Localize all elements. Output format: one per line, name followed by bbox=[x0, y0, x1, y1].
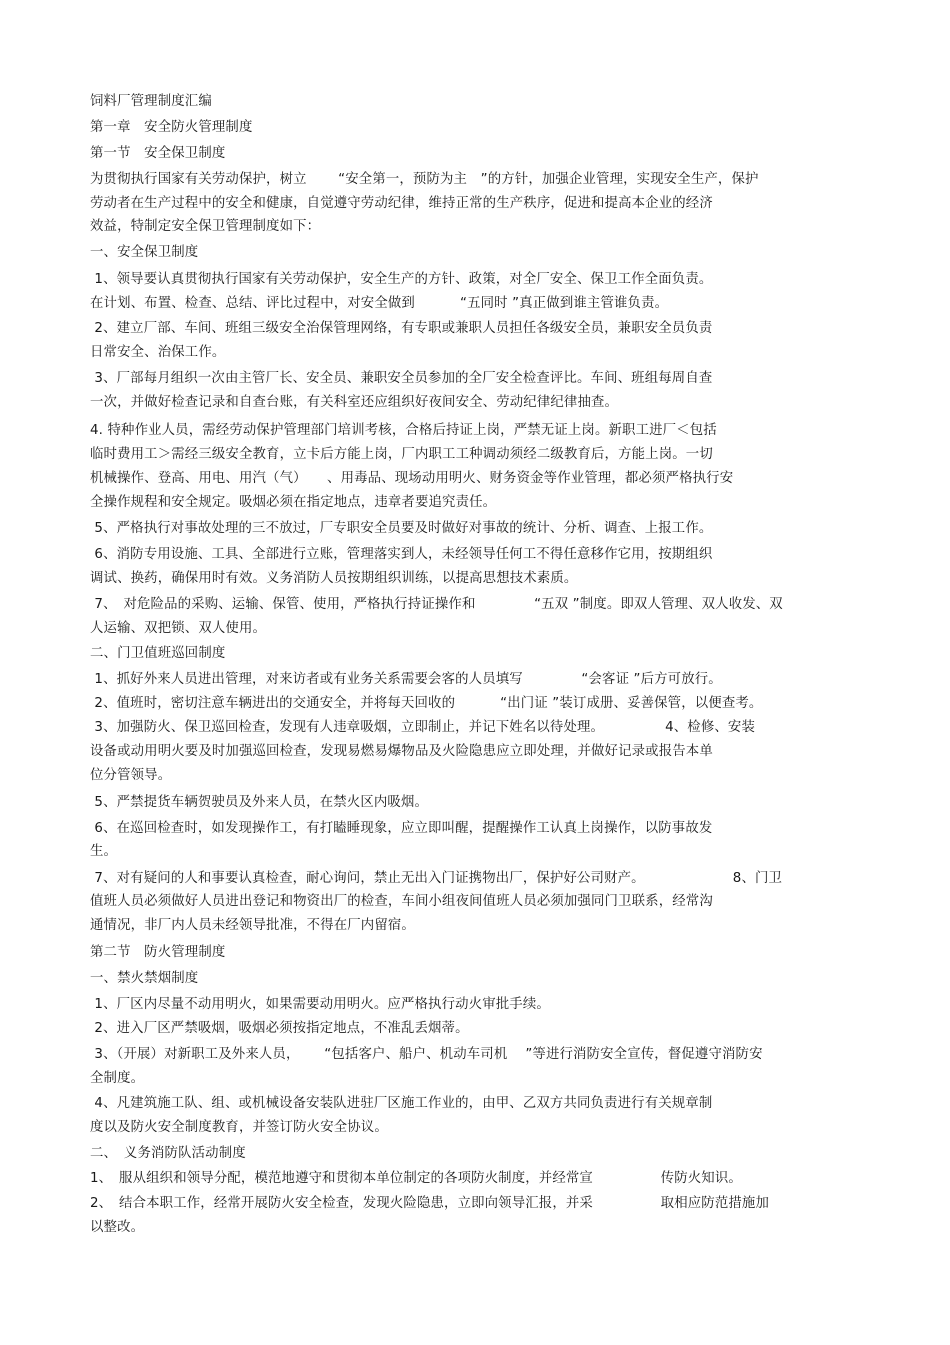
document-line: 1、厂区内尽量不动用明火，如果需要动用明火。应严格执行动火审批手续。 bbox=[90, 997, 550, 1012]
document-line: 6、消防专用设施、工具、全部进行立账，管理落实到人，未经领导任何工不得任意移作它用，按期组织 bbox=[90, 547, 713, 562]
document-line: 1、领导要认真贯彻执行国家有关劳动保护，安全生产的方针、政策，对全厂安全、保卫工作全面负责。 bbox=[90, 272, 713, 287]
document-line: 1、 服从组织和领导分配，模范地遵守和贯彻本单位制定的各项防火制度，并经常宣 传防火知识。 bbox=[90, 1171, 742, 1186]
document-line: 第一章 安全防火管理制度 bbox=[90, 120, 253, 135]
document-line: 在计划、布置、检查、总结、评比过程中，对安全做到 “五同时 ”真正做到谁主管谁负责。 bbox=[90, 296, 669, 311]
document-line: 二、 义务消防队活动制度 bbox=[90, 1146, 246, 1161]
document-line: 调试、换药，确保用时有效。义务消防人员按期组织训练，以提高思想技术素质。 bbox=[90, 571, 578, 586]
document-line: 6、在巡回检查时，如发现操作工，有打瞌睡现象，应立即叫醒，提醒操作工认真上岗操作，以防事故发 bbox=[90, 821, 713, 836]
document-line: 一次，并做好检查记录和自查台账，有关科室还应组织好夜间安全、劳动纪律纪律抽查。 bbox=[90, 395, 619, 410]
document-line: 3、厂部每月组织一次由主管厂长、安全员、兼职安全员参加的全厂安全检查评比。车间、班组每周自查 bbox=[90, 371, 713, 386]
document-line: 5、严格执行对事故处理的三不放过，厂专职安全员要及时做好对事故的统计、分析、调查、上报工作。 bbox=[90, 521, 713, 536]
document-line: 第二节 防火管理制度 bbox=[90, 945, 226, 960]
document-line: 1、抓好外来人员进出管理，对来访者或有业务关系需要会客的人员填写 “会客证 ”后方可放行。 bbox=[90, 672, 722, 687]
document-line: 2、进入厂区严禁吸烟，吸烟必须按指定地点，不准乱丢烟蒂。 bbox=[90, 1021, 469, 1036]
document-line: 2、建立厂部、车间、班组三级安全治保管理网络，有专职或兼职人员担任各级安全员，兼职安全员负责 bbox=[90, 321, 713, 336]
document-line: 劳动者在生产过程中的安全和健康，自觉遵守劳动纪律，维持正常的生产秩序，促进和提高本企业的经济 bbox=[90, 196, 713, 211]
document-line: 第一节 安全保卫制度 bbox=[90, 146, 226, 161]
document-line: 2、 结合本职工作，经常开展防火安全检查，发现火险隐患，立即向领导汇报，并采 取相应防范措施加 bbox=[90, 1196, 769, 1211]
document-line: 5、严禁提货车辆贺驶员及外来人员，在禁火区内吸烟。 bbox=[90, 795, 429, 810]
document-line: 为贯彻执行国家有关劳动保护，树立 “安全第一，预防为主 ”的方针，加强企业管理，实现安全生产，保护 bbox=[90, 172, 759, 187]
document-line: 设备或动用明火要及时加强巡回检查，发现易燃易爆物品及火险隐患应立即处理，并做好记录或报告本单 bbox=[90, 744, 713, 759]
document-line: 4. 特种作业人员，需经劳动保护管理部门培训考核，合格后持证上岗，严禁无证上岗。新职工进厂＜包括 bbox=[90, 423, 717, 438]
document-line: 度以及防火安全制度教育，并签订防火安全协议。 bbox=[90, 1120, 388, 1135]
document-line: 日常安全、治保工作。 bbox=[90, 345, 226, 360]
document-line: 以整改。 bbox=[90, 1220, 145, 1235]
document-line: 饲料厂管理制度汇编 bbox=[90, 94, 212, 109]
document-line: 临时费用工＞需经三级安全教育，立卡后方能上岗，厂内职工工种调动须经二级教育后，方能上岗。一切 bbox=[90, 447, 713, 462]
document-line: 3、加强防火、保卫巡回检查，发现有人违章吸烟，立即制止，并记下姓名以待处理。 4、检修、安装 bbox=[90, 720, 755, 735]
document-line: 二、门卫值班巡回制度 bbox=[90, 646, 226, 661]
document-line: 2、值班时，密切注意车辆进出的交通安全，并将每天回收的 “出门证 ”装订成册、妥善保管，以便查考。 bbox=[90, 696, 763, 711]
document-line: 一、安全保卫制度 bbox=[90, 245, 199, 260]
document-line: 值班人员必须做好人员进出登记和物资出厂的检查，车间小组夜间值班人员必须加强同门卫联系，经常沟 bbox=[90, 894, 713, 909]
document-line: 7、 对危险品的采购、运输、保管、使用，严格执行持证操作和 “五双 ”制度。即双人管理、双人收发、双 bbox=[90, 597, 783, 612]
document-line: 全制度。 bbox=[90, 1071, 145, 1086]
document-line: 7、对有疑问的人和事要认真检查，耐心询问，禁止无出入门证携物出厂，保护好公司财产。 8、门卫 bbox=[90, 871, 783, 886]
document-line: 全操作规程和安全规定。吸烟必须在指定地点，违章者要追究责任。 bbox=[90, 495, 497, 510]
document-line: 通情况，非厂内人员未经领导批准，不得在厂内留宿。 bbox=[90, 918, 415, 933]
document-line: 效益，特制定安全保卫管理制度如下： bbox=[90, 219, 321, 234]
document-line: 4、凡建筑施工队、组、或机械设备安装队进驻厂区施工作业的，由甲、乙双方共同负责进行有关规章制 bbox=[90, 1096, 713, 1111]
document-line: 一、禁火禁烟制度 bbox=[90, 971, 199, 986]
document-line: 人运输、双把锁、双人使用。 bbox=[90, 621, 267, 636]
document-line: 位分管领导。 bbox=[90, 768, 172, 783]
document-line: 机械操作、登高、用电、用汽（气） 、用毒品、现场动用明火、财务资金等作业管理，都必须严格执行安 bbox=[90, 471, 734, 486]
document-line: 生。 bbox=[90, 844, 118, 859]
document-line: 3、（开展）对新职工及外来人员， “包括客户、船户、机动车司机 ”等进行消防安全宣传，督促遵守消防安 bbox=[90, 1047, 763, 1062]
